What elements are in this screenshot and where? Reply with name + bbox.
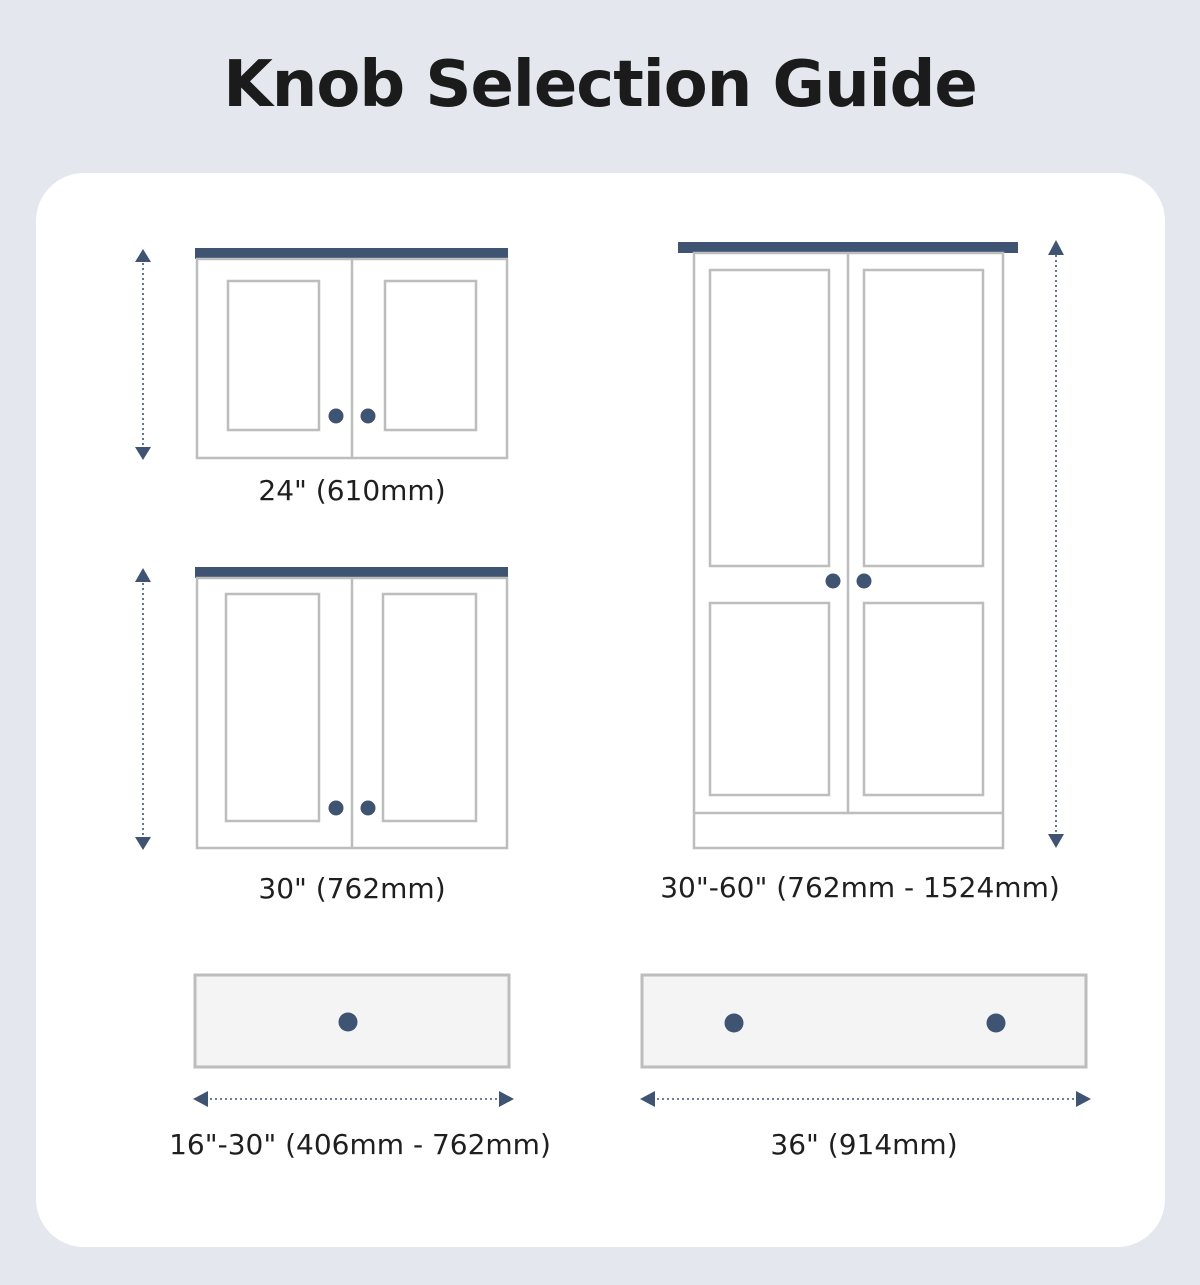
door-panel-upper-right <box>864 270 983 566</box>
medium-cabinet-size-label: 30" (762mm) <box>258 872 446 905</box>
door-panel-left <box>228 281 319 430</box>
knob-icon <box>361 409 376 424</box>
double-knob-drawer-diagram <box>640 975 1091 1107</box>
small-cabinet-size-label: 24" (610mm) <box>258 474 446 507</box>
arrow-up-icon <box>135 568 151 582</box>
arrow-down-icon <box>135 837 151 850</box>
page-title: Knob Selection Guide <box>223 48 977 122</box>
knob-icon <box>361 801 376 816</box>
single-knob-drawer-size-label: 16"-30" (406mm - 762mm) <box>169 1128 551 1161</box>
door-panel-right <box>385 281 476 430</box>
tall-cabinet-diagram <box>678 240 1064 848</box>
drawer-front <box>642 975 1086 1067</box>
countertop <box>195 567 508 578</box>
door-panel-lower-right <box>864 603 983 795</box>
tall-cabinet-size-label: 30"-60" (762mm - 1524mm) <box>660 871 1060 904</box>
double-knob-drawer-size-label: 36" (914mm) <box>770 1128 958 1161</box>
arrow-up-icon <box>1048 240 1064 255</box>
arrow-down-icon <box>135 447 151 460</box>
knob-icon <box>329 801 344 816</box>
door-panel-upper-left <box>710 270 829 566</box>
knob-icon <box>329 409 344 424</box>
arrow-right-icon <box>1076 1091 1091 1107</box>
countertop <box>195 248 508 259</box>
small-cabinet-diagram <box>135 248 508 460</box>
arrow-up-icon <box>135 249 151 262</box>
arrow-left-icon <box>640 1091 655 1107</box>
knob-icon <box>987 1014 1006 1033</box>
countertop <box>678 242 1018 253</box>
knob-icon <box>725 1014 744 1033</box>
knob-icon <box>826 574 841 589</box>
door-panel-right <box>383 594 476 821</box>
knob-icon <box>857 574 872 589</box>
arrow-down-icon <box>1048 834 1064 848</box>
single-knob-drawer-diagram <box>193 975 514 1107</box>
medium-cabinet-diagram <box>135 567 508 850</box>
arrow-right-icon <box>499 1091 514 1107</box>
door-panel-lower-left <box>710 603 829 795</box>
door-panel-left <box>226 594 319 821</box>
arrow-left-icon <box>193 1091 208 1107</box>
knob-icon <box>339 1013 358 1032</box>
